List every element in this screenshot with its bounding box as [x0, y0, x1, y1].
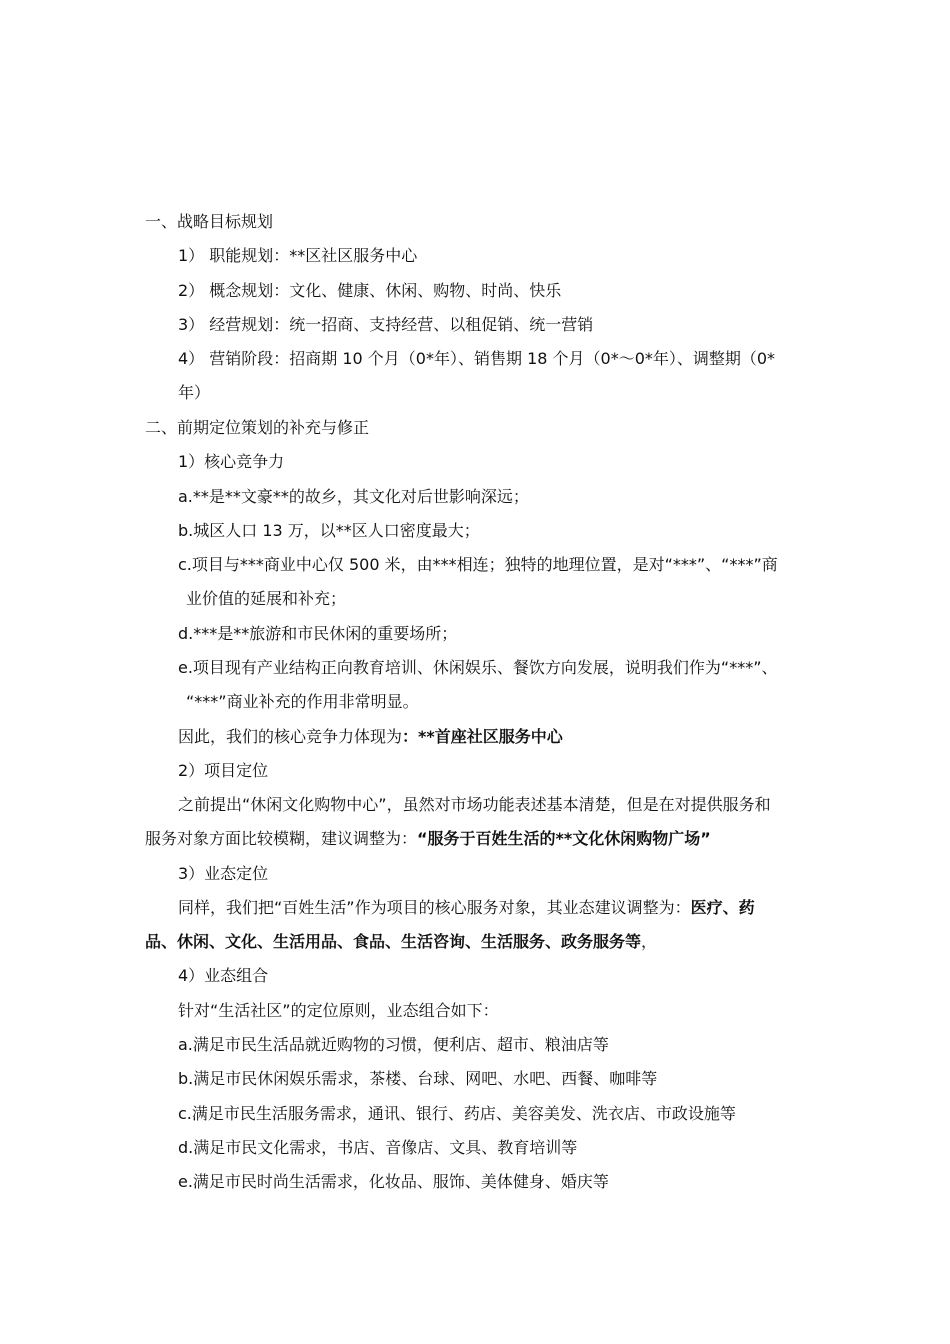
- format-positioning-line1: [178, 897, 755, 919]
- format-positioning-bold-2: 品、休闲、文化、生活用品、食品、生活咨询、生活服务、政务服务等: [145, 932, 642, 951]
- core-point-a: a.**是**文豪**的故乡，其文化对后世影响深远；: [178, 487, 529, 506]
- format-positioning-suffix: ，: [641, 932, 658, 951]
- core-point-b: b.城区人口 13 万，以**区人口密度最大；: [178, 521, 480, 540]
- project-positioning-bold: “服务于百姓生活的**文化休闲购物广场”: [417, 829, 711, 848]
- core-point-e: e.项目现有产业结构正向教育培训、休闲娱乐、餐饮方向发展，说明我们作为“***”、: [178, 658, 778, 677]
- format-positioning-line2: [145, 931, 657, 953]
- core-point-c-cont: 业价值的延展和补充；: [186, 589, 347, 608]
- core-competence-title: 1）核心竞争力: [178, 452, 285, 471]
- core-conclusion: [178, 726, 563, 748]
- strategy-item-marketing: 4） 营销阶段：招商期 10 个月（0*年）、销售期 18 个月（0*～0*年）、调整期（0*: [178, 349, 776, 368]
- core-conclusion-bold: ：**首座社区服务中心: [402, 727, 563, 746]
- strategy-item-concept: 2） 概念规划：文化、健康、休闲、购物、时尚、快乐: [178, 281, 562, 300]
- project-positioning-line1: 之前提出“休闲文化购物中心”，虽然对市场功能表述基本清楚，但是在对提供服务和: [178, 795, 771, 814]
- format-positioning-title: 3）业态定位: [178, 864, 269, 883]
- format-mix-point-c: c.满足市民生活服务需求，通讯、银行、药店、美容美发、洗衣店、市政设施等: [178, 1104, 736, 1123]
- project-positioning-title: 2）项目定位: [178, 761, 269, 780]
- format-mix-point-a: a.满足市民生活品就近购物的习惯，便利店、超市、粮油店等: [178, 1035, 609, 1054]
- format-mix-point-e: e.满足市民时尚生活需求，化妆品、服饰、美体健身、婚庆等: [178, 1172, 609, 1191]
- project-positioning-line2: [145, 828, 711, 850]
- format-positioning-prefix: 同样，我们把“百姓生活”作为项目的核心服务对象，其业态建议调整为：: [178, 898, 691, 917]
- format-mix-title: 4）业态组合: [178, 966, 269, 985]
- format-positioning-bold-1: 医疗、药: [690, 898, 755, 917]
- format-mix-point-b: b.满足市民休闲娱乐需求，茶楼、台球、网吧、水吧、西餐、咖啡等: [178, 1069, 658, 1088]
- core-conclusion-prefix: 因此，我们的核心竞争力体现为: [178, 727, 403, 746]
- section-heading-positioning: 二、前期定位策划的补充与修正: [145, 418, 370, 437]
- format-mix-intro: 针对“生活社区”的定位原则，业态组合如下：: [178, 1001, 499, 1020]
- core-point-e-cont: “***”商业补充的作用非常明显。: [186, 692, 419, 711]
- strategy-item-operation: 3） 经营规划：统一招商、支持经营、以租促销、统一营销: [178, 315, 594, 334]
- core-point-c: c.项目与***商业中心仅 500 米，由***相连；独特的地理位置，是对“***”、“***”商: [178, 555, 778, 574]
- format-mix-point-d: d.满足市民文化需求，书店、音像店、文具、教育培训等: [178, 1138, 578, 1157]
- section-heading-strategy: 一、战略目标规划: [145, 212, 274, 231]
- core-point-d: d.***是**旅游和市民休闲的重要场所；: [178, 624, 458, 643]
- project-positioning-prefix: 服务对象方面比较模糊，建议调整为：: [145, 829, 418, 848]
- strategy-item-function: 1） 职能规划：**区社区服务中心: [178, 246, 418, 265]
- strategy-item-marketing-cont: 年）: [178, 383, 211, 402]
